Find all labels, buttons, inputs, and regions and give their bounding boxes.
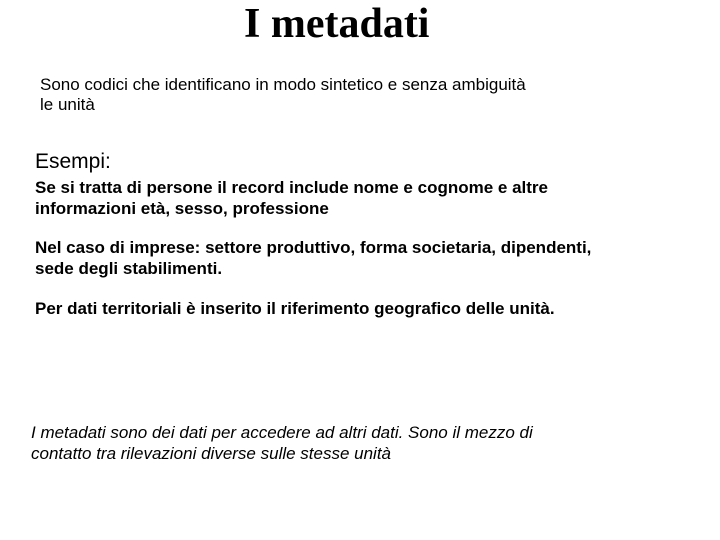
example-persons-line-1: Se si tratta di persone il record include nome e cognome e altre: [35, 178, 548, 197]
example-territorial: [35, 298, 555, 319]
conclusion-line-2: contatto tra rilevazioni diverse sulle stesse unità: [31, 444, 392, 463]
example-companies-line-2: sede degli stabilimenti.: [35, 259, 223, 278]
intro-definition: [40, 75, 700, 115]
conclusion-line-1: I metadati sono dei dati per accedere ad altri dati. Sono il mezzo di: [31, 423, 533, 442]
conclusion: [31, 422, 533, 464]
intro-line-1: Sono codici che identificano in modo sintetico e senza ambiguità: [40, 75, 526, 94]
example-companies: [35, 237, 591, 279]
examples-heading: Esempi:: [35, 150, 111, 173]
example-persons-line-2: informazioni età, sesso, professione: [35, 199, 329, 218]
intro-line-2: le unità: [40, 95, 95, 114]
example-companies-line-1: Nel caso di imprese: settore produttivo, forma societaria, dipendenti,: [35, 238, 592, 257]
example-persons: [35, 177, 548, 219]
slide-title: I metadati: [244, 1, 430, 47]
example-territorial-line-1: Per dati territoriali è inserito il riferimento geografico delle unità.: [35, 299, 555, 318]
